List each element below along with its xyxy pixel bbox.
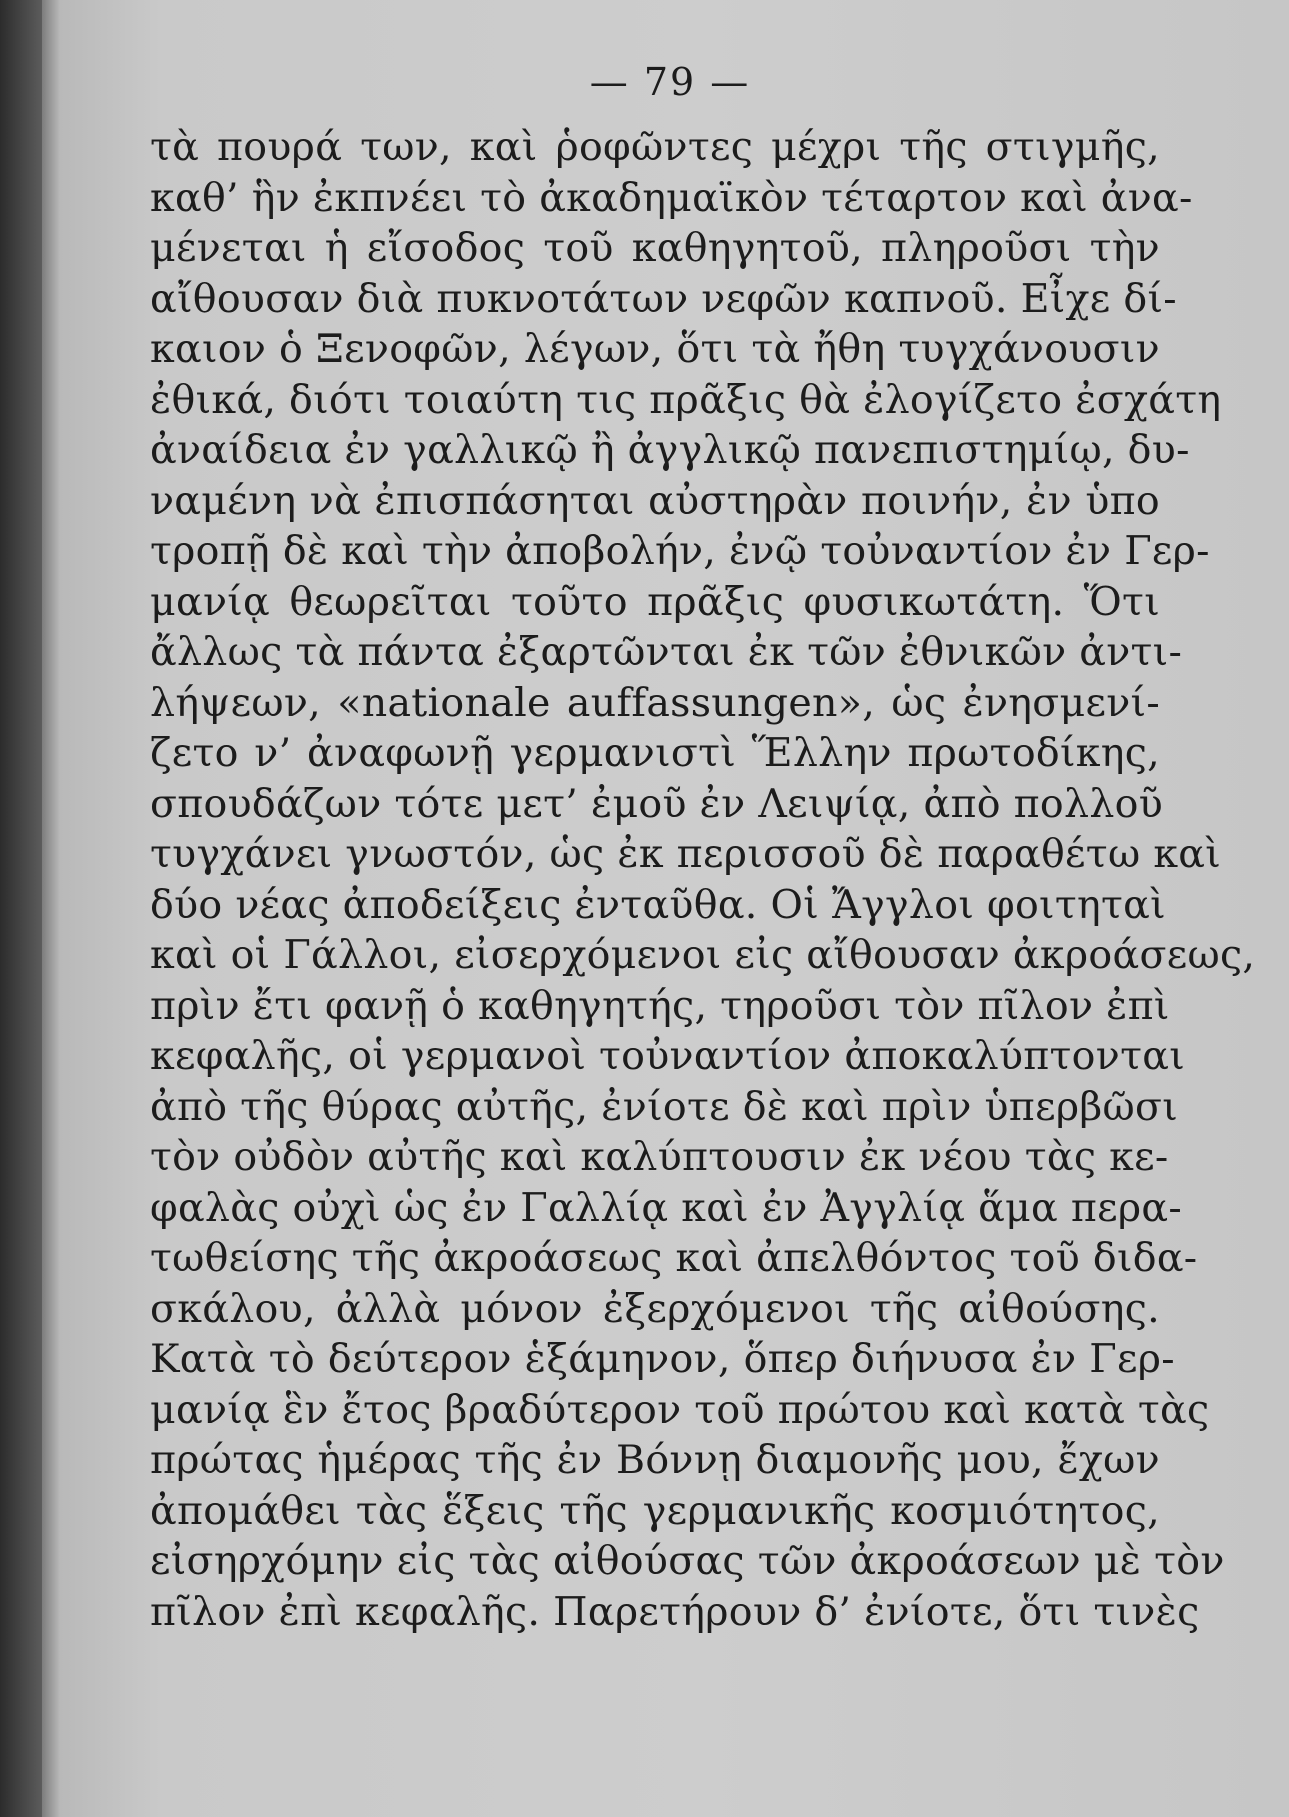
text-line: μανίᾳ θεωρεῖται τοῦτο πρᾶξις φυσικωτάτη. Ὅτι <box>150 578 1160 625</box>
text-line: τὸν οὐδὸν αὐτῆς καὶ καλύπτουσιν ἐκ νέου τὰς κε- <box>150 1134 1169 1180</box>
text-line: ἀπομάθει τὰς ἕξεις τῆς γερμανικῆς κοσμιότητος, <box>150 1487 1160 1534</box>
text-line: πῖλον ἐπὶ κεφαλῆς. Παρετήρουν δ’ ἐνίοτε, ὅτι τινὲς <box>150 1588 1200 1635</box>
text-line: αἴθουσαν διὰ πυκνοτάτων νεφῶν καπνοῦ. Εἶχε δί- <box>150 275 1177 322</box>
page-content <box>150 60 1256 1800</box>
text-line: δύο νέας ἀποδείξεις ἐνταῦθα. Οἱ Ἄγγλοι φοιτηταὶ <box>150 881 1166 928</box>
text-line: σκάλου, ἀλλὰ μόνον ἐξερχόμενοι τῆς αἰθούσης. <box>150 1285 1160 1332</box>
text-line: καθ’ ἣν ἐκπνέει τὸ ἀκαδημαϊκὸν τέταρτον καὶ ἀνα- <box>150 174 1193 221</box>
text-line: τυγχάνει γνωστόν, ὡς ἐκ περισσοῦ δὲ παραθέτω καὶ <box>150 831 1222 877</box>
text-line: ἐθικά, διότι τοιαύτη τις πρᾶξις θὰ ἐλογίζετο ἐσχάτη <box>150 376 1222 423</box>
text-line: πρὶν ἔτι φανῇ ὁ καθηγητής, τηροῦσι τὸν πῖλον ἐπὶ <box>150 982 1170 1029</box>
text-line: καὶ οἱ Γάλλοι, εἰσερχόμενοι εἰς αἴθουσαν ἀκροάσεως, <box>150 932 1256 978</box>
book-gutter <box>0 0 42 1817</box>
text-line: λήψεων, «nationale auffassungen», ὡς ἐνησμενί- <box>150 679 1160 726</box>
text-line: τὰ πουρά των, καὶ ῥοφῶντες μέχρι τῆς στιγμῆς, <box>150 124 1160 170</box>
text-line: καιον ὁ Ξενοφῶν, λέγων, ὅτι τὰ ἤθη τυγχάνουσιν <box>150 326 1160 372</box>
text-line: ἀπὸ τῆς θύρας αὐτῆς, ἐνίοτε δὲ καὶ πρὶν ὑπερβῶσι <box>150 1083 1179 1130</box>
page-number: — 79 — <box>589 60 751 104</box>
body-text <box>150 122 1256 1637</box>
text-line: μανίᾳ ἓν ἔτος βραδύτερον τοῦ πρώτου καὶ κατὰ τὰς <box>150 1386 1210 1433</box>
text-line: Κατὰ τὸ δεύτερον ἑξάμηνον, ὅπερ διήνυσα ἐν Γερ- <box>150 1336 1175 1382</box>
text-line: τροπῇ δὲ καὶ τὴν ἀποβολήν, ἐνῷ τοὐναντίον ἐν Γερ- <box>150 528 1210 574</box>
text-line: φαλὰς οὐχὶ ὡς ἐν Γαλλίᾳ καὶ ἐν Ἀγγλίᾳ ἅμα περα- <box>150 1184 1183 1231</box>
text-line: πρώτας ἡμέρας τῆς ἐν Βόννῃ διαμονῆς μου, ἔχων <box>150 1437 1160 1483</box>
text-line: ἄλλως τὰ πάντα ἐξαρτῶνται ἐκ τῶν ἐθνικῶν ἀντι- <box>150 629 1183 675</box>
text-line: ζετο ν’ ἀναφωνῇ γερμανιστὶ Ἕλλην πρωτοδίκης, <box>150 730 1160 776</box>
text-line: ἀναίδεια ἐν γαλλικῷ ἢ ἀγγλικῷ πανεπιστημίῳ, δυ- <box>150 427 1190 473</box>
text-line: ναμένη νὰ ἐπισπάσηται αὐστηρὰν ποινήν, ἐν ὑπο <box>150 477 1160 524</box>
text-line: μένεται ἡ εἴσοδος τοῦ καθηγητοῦ, πληροῦσι τὴν <box>150 225 1160 271</box>
text-line: σπουδάζων τότε μετ’ ἐμοῦ ἐν Λειψίᾳ, ἀπὸ πολλοῦ <box>150 780 1164 827</box>
text-line: τωθείσης τῆς ἀκροάσεως καὶ ἀπελθόντος τοῦ διδα- <box>150 1235 1198 1281</box>
text-line: κεφαλῆς, οἱ γερμανοὶ τοὐναντίον ἀποκαλύπτονται <box>150 1033 1185 1079</box>
text-line: εἰσηρχόμην εἰς τὰς αἰθούσας τῶν ἀκροάσεων μὲ τὸν <box>150 1538 1225 1584</box>
